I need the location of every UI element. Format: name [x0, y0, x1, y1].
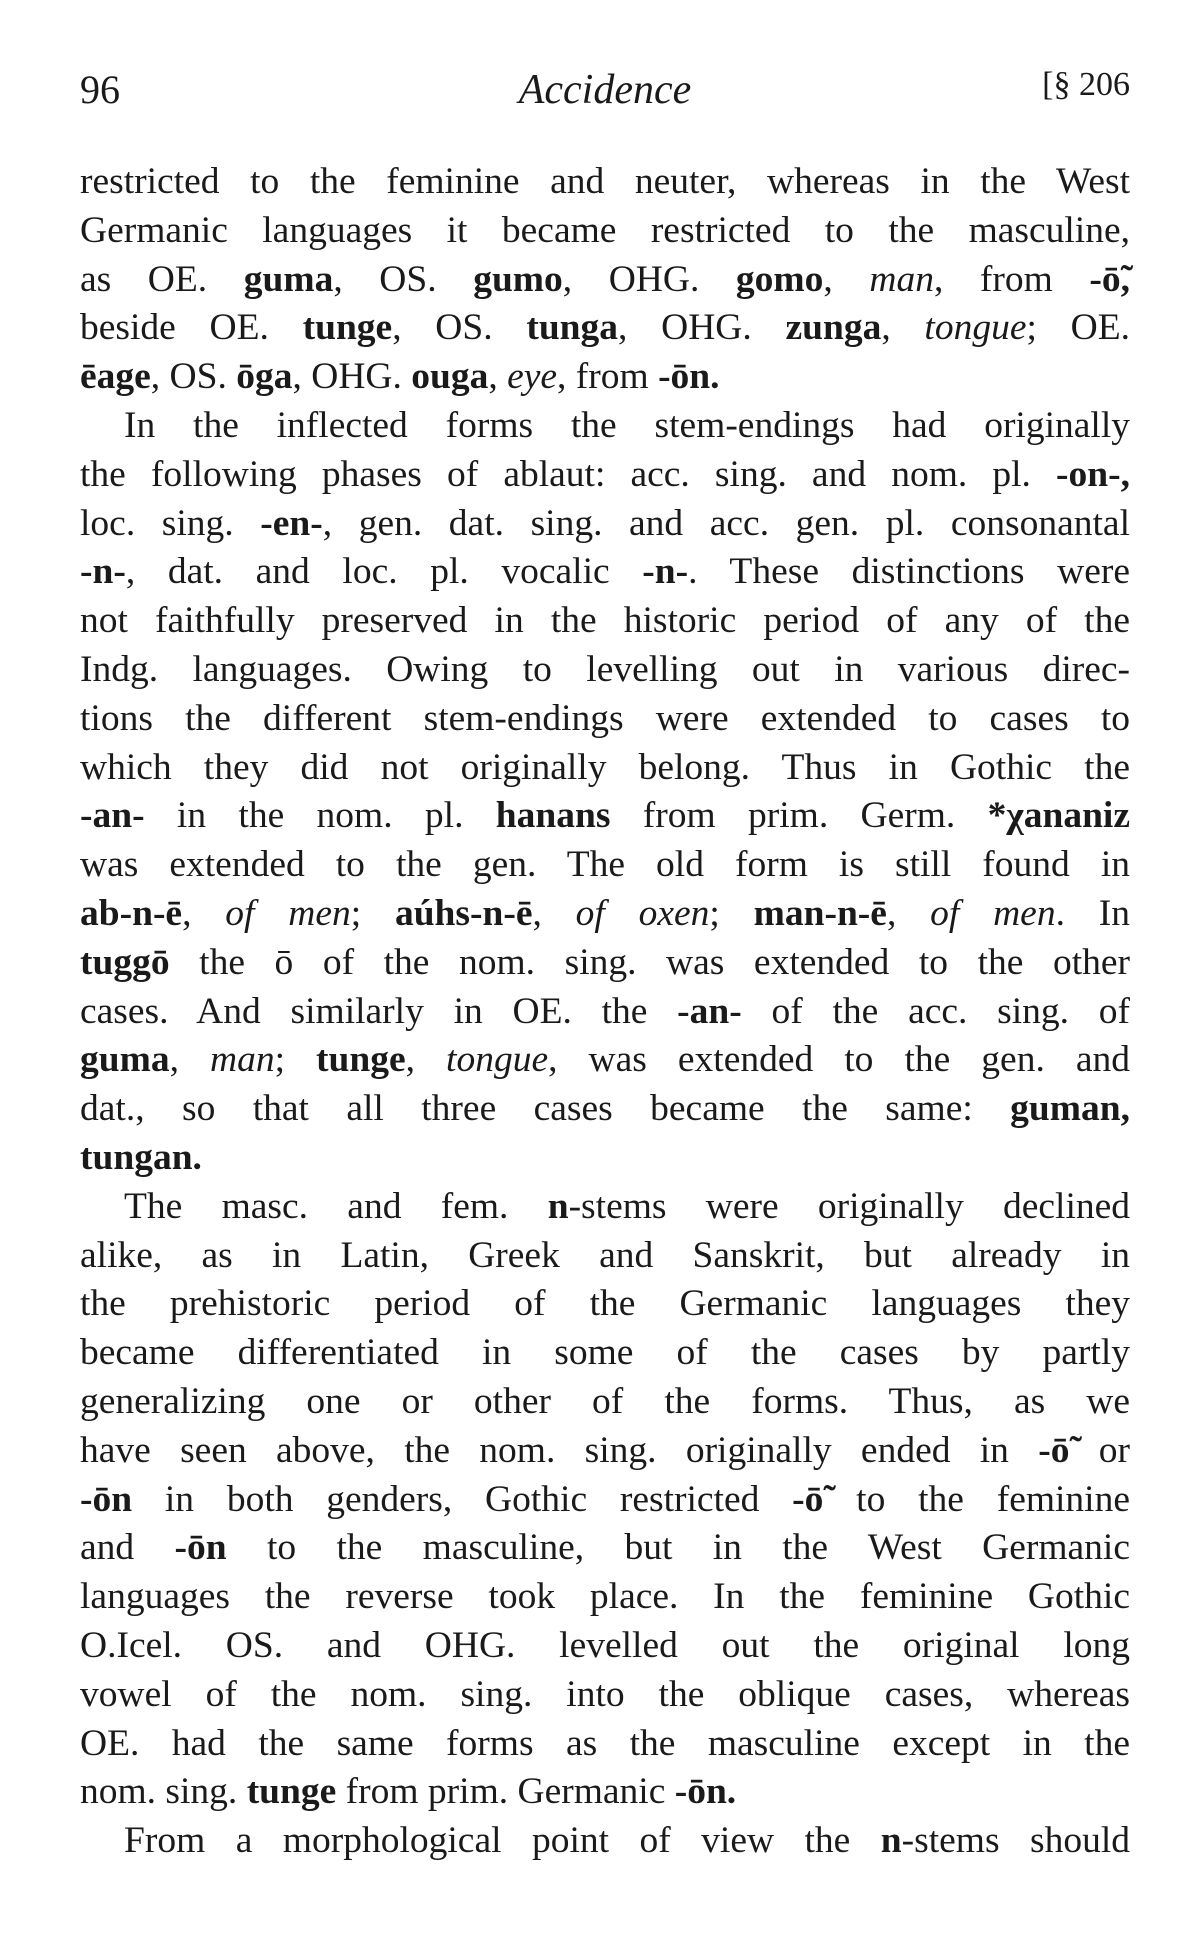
text-line — [80, 1232, 1130, 1281]
bold-form: hanans — [495, 795, 611, 837]
bold-form: -ōn. — [674, 1771, 737, 1813]
text-line — [80, 256, 1130, 305]
bold-form: -n- — [80, 551, 126, 593]
text-run: , was extended to the gen. and — [548, 1039, 1130, 1081]
text-line — [80, 1085, 1130, 1134]
text-run: -stems should — [901, 1820, 1131, 1862]
text-run: , — [169, 1039, 210, 1081]
text-run: the ō of the nom. sing. was extended to the other — [169, 941, 1130, 983]
text-line — [80, 1329, 1130, 1378]
bold-form: *χananiz — [987, 795, 1130, 837]
section-reference: [§ 206 — [1042, 66, 1130, 103]
text-run: , — [405, 1039, 447, 1081]
running-title: Accidence — [518, 67, 692, 113]
body-text — [80, 158, 1130, 1866]
text-run: became differentiated in some of the cases by partly — [80, 1332, 1130, 1374]
running-header — [80, 66, 1130, 116]
text-line — [80, 1036, 1130, 1085]
bold-form: guma — [80, 1039, 170, 1081]
bold-form: -ō̃ — [792, 1478, 824, 1520]
bold-form: ēage — [80, 356, 151, 398]
text-run: from prim. Germ. — [610, 795, 988, 837]
text-line — [80, 1817, 1130, 1866]
bold-form: guma — [243, 258, 334, 300]
text-line — [80, 744, 1130, 793]
text-run: alike, as in Latin, Greek and Sanskrit, but already in — [80, 1234, 1130, 1276]
text-run: Indg. languages. Owing to levelling out in various direc- — [80, 648, 1130, 690]
text-run: , — [881, 307, 925, 349]
bold-form: man-n-ē — [753, 892, 887, 934]
bold-form: n — [547, 1185, 569, 1227]
text-line — [80, 1720, 1130, 1769]
italic-gloss: man — [210, 1039, 275, 1081]
text-run: from prim. Germanic — [336, 1771, 675, 1813]
text-line — [80, 402, 1130, 451]
bold-form: zunga — [785, 307, 882, 349]
text-run: which they did not originally belong. Thus in Gothic the — [80, 746, 1130, 788]
bold-form: tuggō — [80, 941, 170, 983]
text-run: the prehistoric period of the Germanic languages they — [80, 1283, 1130, 1325]
italic-gloss: of men — [930, 892, 1056, 934]
text-run: , from — [933, 258, 1090, 300]
bold-form: -en- — [260, 502, 323, 544]
text-run: , OS. — [150, 356, 237, 398]
text-run: loc. sing. — [80, 502, 261, 544]
bold-form: -ōn — [174, 1527, 227, 1569]
text-line — [80, 597, 1130, 646]
text-run: to the feminine — [823, 1478, 1130, 1520]
text-run: Germanic languages it became restricted to the masculine, — [80, 209, 1130, 251]
text-run: generalizing one or other of the forms. Thus, as we — [80, 1380, 1130, 1422]
text-line — [80, 792, 1130, 841]
bold-form: tunge — [246, 1771, 337, 1813]
text-line — [80, 695, 1130, 744]
text-run: In the inflected forms the stem-endings had originally — [124, 404, 1130, 446]
text-run: and — [80, 1527, 175, 1569]
text-line — [80, 1280, 1130, 1329]
text-run: , — [823, 258, 870, 300]
text-line — [80, 158, 1130, 207]
text-run: O.Icel. OS. and OHG. levelled out the original long — [80, 1624, 1130, 1666]
bold-form: gomo — [735, 258, 824, 300]
text-run: From a morphological point of view the — [124, 1820, 881, 1862]
text-run: nom. sing. — [80, 1771, 247, 1813]
text-run: . In — [1055, 892, 1130, 934]
bold-form: -on-, — [1056, 453, 1130, 495]
text-line — [80, 207, 1130, 256]
text-run: dat., so that all three cases became the same: — [80, 1088, 1011, 1130]
text-run: not faithfully preserved in the historic period of any of the — [80, 600, 1130, 642]
text-run: , OS. — [333, 258, 474, 300]
text-run: -stems were originally declined — [568, 1185, 1131, 1227]
text-line — [80, 1183, 1130, 1232]
text-run: or — [1069, 1429, 1130, 1471]
text-run: tions the different stem-endings were extended to cases to — [80, 697, 1130, 739]
text-run: was extended to the gen. The old form is still found in — [80, 844, 1130, 886]
text-line — [80, 1768, 1130, 1817]
text-line — [80, 1427, 1130, 1476]
bold-form: guman, — [1010, 1088, 1130, 1130]
text-run: as OE. — [80, 258, 244, 300]
bold-form: -ō̃ — [1038, 1429, 1070, 1471]
text-run: , OHG. — [292, 356, 412, 398]
text-run: cases. And similarly in OE. the — [80, 990, 678, 1032]
bold-form: aúhs-n-ē — [394, 892, 533, 934]
italic-gloss: man — [869, 258, 934, 300]
text-line — [80, 548, 1130, 597]
italic-gloss: of men — [225, 892, 351, 934]
text-run: the following phases of ablaut: acc. sing. and nom. pl. — [80, 453, 1057, 495]
text-line — [80, 1134, 1130, 1183]
bold-form: ab-n-ē — [80, 892, 183, 934]
text-run: languages the reverse took place. In the feminine Gothic — [80, 1576, 1130, 1618]
italic-gloss: of oxen — [575, 892, 710, 934]
text-run: have seen above, the nom. sing. originally ended in — [80, 1429, 1039, 1471]
text-line — [80, 1476, 1130, 1525]
bold-form: ouga — [411, 356, 489, 398]
text-line — [80, 890, 1130, 939]
page-number: 96 — [80, 67, 120, 112]
text-run: in the nom. pl. — [144, 795, 496, 837]
text-line — [80, 1378, 1130, 1427]
text-run: . These distinctions were — [688, 551, 1130, 593]
bold-form: -ōn. — [658, 356, 720, 398]
bold-form: -ō̃, — [1089, 258, 1131, 300]
text-line — [80, 1622, 1130, 1671]
text-run: , from — [557, 356, 659, 398]
text-run: The masc. and fem. — [124, 1185, 548, 1227]
text-line — [80, 500, 1130, 549]
bold-form: tunge — [316, 1039, 406, 1081]
text-run: , — [886, 892, 931, 934]
text-run: OE. had the same forms as the masculine except in the — [80, 1722, 1130, 1764]
text-run: to the masculine, but in the West Germanic — [226, 1527, 1130, 1569]
italic-gloss: tongue — [446, 1039, 549, 1081]
text-run: , gen. dat. sing. and acc. gen. pl. consonantal — [322, 502, 1130, 544]
text-run: in both genders, Gothic restricted — [132, 1478, 793, 1520]
text-line — [80, 841, 1130, 890]
text-run: , — [182, 892, 226, 934]
text-run: , OHG. — [618, 307, 786, 349]
text-run: , dat. and loc. pl. vocalic — [125, 551, 643, 593]
text-line — [80, 1524, 1130, 1573]
text-line — [80, 988, 1130, 1037]
text-line — [80, 1671, 1130, 1720]
text-run: beside OE. — [80, 307, 303, 349]
text-run: , OS. — [392, 307, 527, 349]
bold-form: gumo — [473, 258, 563, 300]
text-run: ; — [274, 1039, 317, 1081]
text-line — [80, 1573, 1130, 1622]
text-line — [80, 646, 1130, 695]
bold-form: -ōn — [80, 1478, 133, 1520]
bold-form: ōga — [236, 356, 293, 398]
bold-form: tunge — [302, 307, 393, 349]
bold-form: tunga — [526, 307, 619, 349]
italic-gloss: tongue — [924, 307, 1027, 349]
text-run: , — [488, 356, 508, 398]
text-line — [80, 451, 1130, 500]
text-line — [80, 353, 1130, 402]
text-line — [80, 304, 1130, 353]
italic-gloss: eye — [507, 356, 558, 398]
text-run: ; — [709, 892, 754, 934]
text-run: ; OE. — [1026, 307, 1130, 349]
text-run: , OHG. — [562, 258, 736, 300]
text-run: restricted to the feminine and neuter, whereas in the West — [80, 161, 1130, 202]
bold-form: -n- — [642, 551, 689, 593]
text-run: vowel of the nom. sing. into the oblique cases, whereas — [80, 1673, 1130, 1715]
bold-form: n — [880, 1820, 902, 1862]
bold-form: tungan. — [80, 1136, 202, 1178]
text-run: , — [532, 892, 576, 934]
text-line — [80, 939, 1130, 988]
bold-form: -an- — [80, 795, 145, 837]
text-run: ; — [350, 892, 395, 934]
text-run: of the acc. sing. of — [741, 990, 1130, 1032]
bold-form: -an- — [677, 990, 742, 1032]
